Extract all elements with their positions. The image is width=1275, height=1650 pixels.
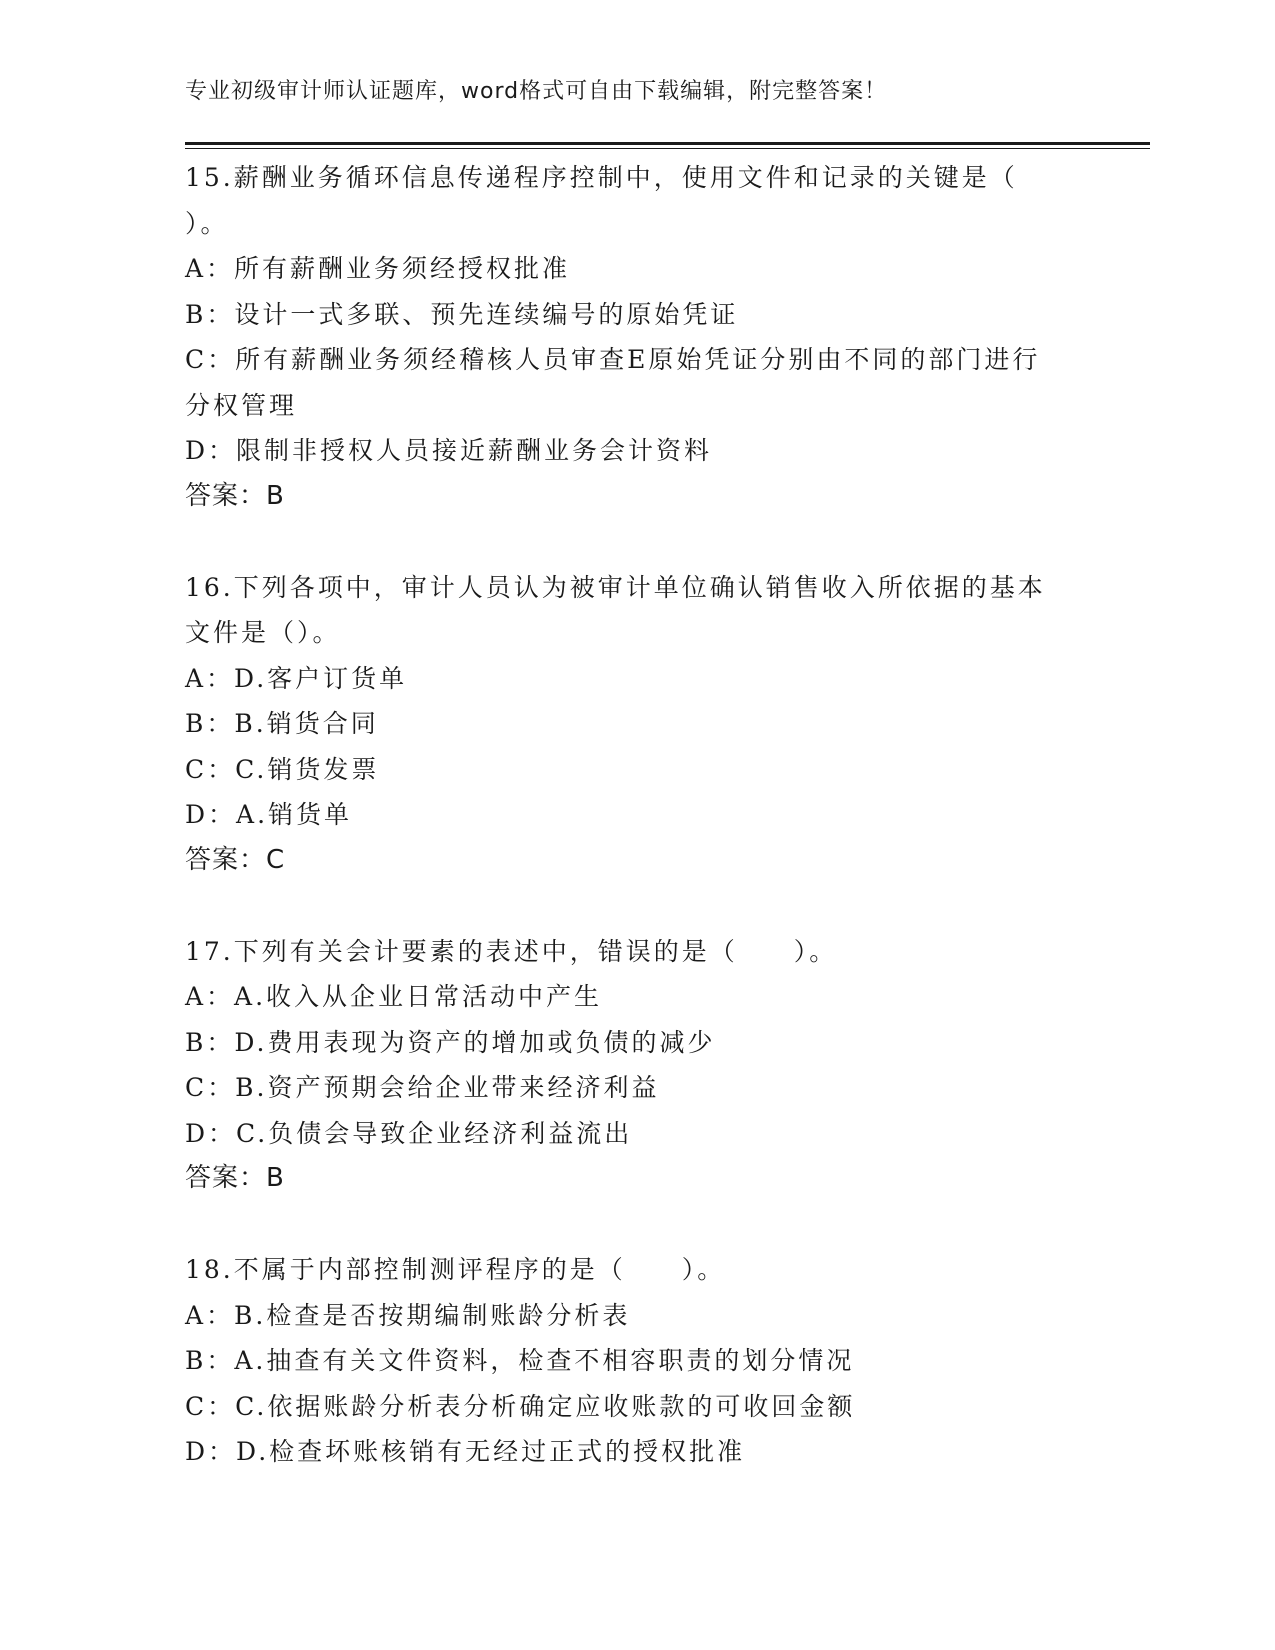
option-a: A：A.收入从企业日常活动中产生: [185, 982, 603, 1011]
option-a: A：D.客户订货单: [185, 663, 408, 693]
answer-label: 答案：: [185, 1163, 267, 1193]
question-stem: 16.下列各项中，审计人员认为被审计单位确认销售收入所依据的基本: [185, 572, 1046, 602]
option-c: C：C.依据账龄分析表分析确定应收账款的可收回金额: [185, 1391, 856, 1421]
option-c-continued: 分权管理: [185, 390, 298, 420]
option-c: C：所有薪酬业务须经稽核人员审查E原始凭证分别由不同的部门进行: [185, 345, 1041, 374]
question-16: [185, 565, 1085, 884]
option-b: B：A.抽查有关文件资料，检查不相容职责的划分情况: [185, 1346, 855, 1375]
option-b: B：D.费用表现为资产的增加或负债的减少: [185, 1027, 716, 1057]
question-stem: 18.不属于内部控制测评程序的是（ ）。: [185, 1255, 726, 1284]
option-b: B：B.销货合同: [185, 709, 379, 738]
option-d: D：限制非授权人员接近薪酬业务会计资料: [185, 436, 713, 465]
answer-value: B: [266, 480, 285, 511]
question-17: [185, 929, 1085, 1202]
question-stem: 15.薪酬业务循环信息传递程序控制中，使用文件和记录的关键是（: [185, 163, 1018, 192]
question-list: [185, 155, 1085, 1475]
answer-line: [185, 474, 1085, 520]
question-stem: 17.下列有关会计要素的表述中，错误的是（ ）。: [185, 936, 838, 966]
header-rule-thick: [185, 142, 1150, 145]
answer-line: [185, 838, 1085, 884]
question-18: [185, 1247, 1085, 1475]
option-c: C：C.销货发票: [185, 754, 380, 784]
answer-label: 答案：: [185, 480, 267, 511]
answer-label: 答案：: [185, 844, 267, 875]
page-header: 专业初级审计师认证题库，word格式可自由下载编辑，附完整答案！: [185, 79, 888, 104]
answer-line: [185, 1156, 1085, 1202]
option-c: C：B.资产预期会给企业带来经济利益: [185, 1073, 660, 1102]
option-d: D：D.检查坏账核销有无经过正式的授权批准: [185, 1437, 746, 1466]
header-rule-thin: [185, 148, 1150, 149]
option-a: A：B.检查是否按期编制账龄分析表: [185, 1300, 631, 1330]
option-d: D：A.销货单: [185, 800, 353, 829]
answer-value: C: [266, 844, 286, 875]
answer-value: B: [266, 1163, 285, 1193]
question-stem-continued: ）。: [185, 208, 229, 238]
option-b: B：设计一式多联、预先连续编号的原始凭证: [185, 299, 739, 329]
option-a: A：所有薪酬业务须经授权批准: [185, 254, 571, 283]
option-d: D：C.负债会导致企业经济利益流出: [185, 1118, 633, 1148]
question-15: [185, 155, 1085, 519]
question-stem-continued: 文件是（）。: [185, 618, 341, 647]
